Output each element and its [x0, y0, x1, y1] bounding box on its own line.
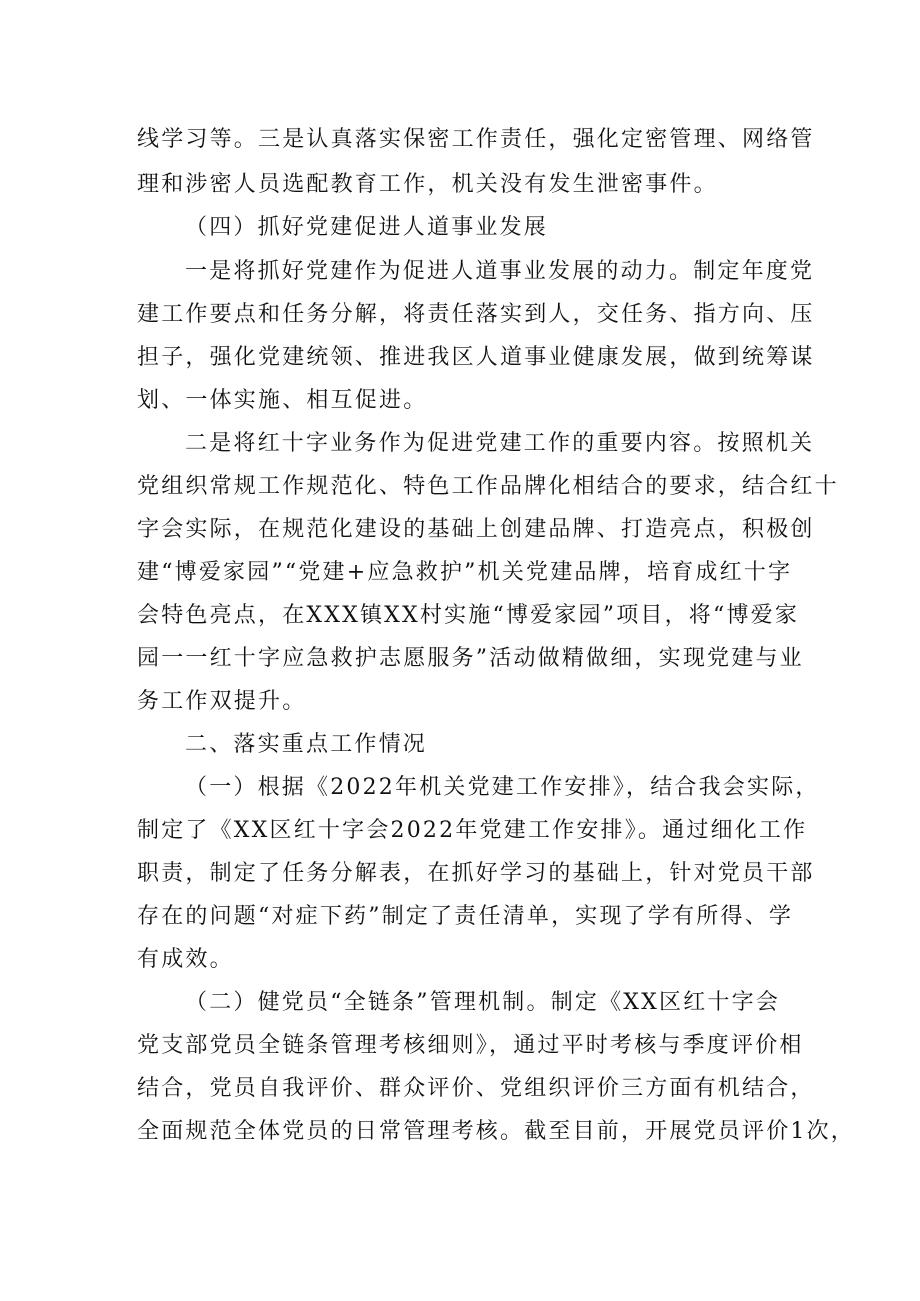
paragraph-line: 制定了《XX区红十字会2022年党建工作安排》。通过细化工作 — [137, 818, 808, 843]
paragraph-line: 职责，制定了任务分解表，在抓好学习的基础上，针对党员干部 — [137, 861, 815, 886]
section-subheading: （四）抓好党建促进人道事业发展 — [185, 215, 549, 240]
paragraph-line: 存在的问题“对症下药”制定了责任清单，实现了学有所得、学 — [137, 904, 794, 929]
paragraph-line: 二是将红十字业务作为促进党建工作的重要内容。按照机关 — [185, 431, 815, 456]
paragraph-line: 划、一体实施、相互促进。 — [137, 388, 428, 413]
paragraph-line: 有成效。 — [137, 947, 234, 972]
paragraph-line: 党支部党员全链条管理考核细则》，通过平时考核与季度评价相 — [137, 1033, 804, 1058]
paragraph-line: 全面规范全体党员的日常管理考核。截至目前，开展党员评价1次， — [137, 1119, 855, 1144]
paragraph-line: 建“博爱家园”“党建+应急救护”机关党建品牌，培育成红十字 — [137, 560, 793, 585]
paragraph-line: （二）健党员“全链条”管理机制。制定《XX区红十字会 — [185, 990, 781, 1015]
paragraph-line: 会特色亮点，在XXX镇XX村实施“博爱家园”项目，将“博爱家 — [137, 603, 800, 628]
paragraph-line: 担子，强化党建统领、推进我区人道事业健康发展，做到统筹谋 — [137, 345, 815, 370]
section-heading: 二、落实重点工作情况 — [185, 732, 428, 757]
paragraph-line: 园一一红十字应急救护志愿服务”活动做精做细，实现党建与业 — [137, 646, 804, 671]
paragraph-line: 一是将抓好党建作为促进人道事业发展的动力。制定年度党 — [185, 259, 815, 284]
paragraph-line: 线学习等。三是认真落实保密工作责任，强化定密管理、网络管 — [137, 127, 815, 152]
paragraph-line: 党组织常规工作规范化、特色工作品牌化相结合的要求，结合红十 — [137, 474, 839, 499]
paragraph-line: 务工作双提升。 — [137, 689, 307, 714]
paragraph-line: 理和涉密人员选配教育工作，机关没有发生泄密事件。 — [137, 172, 718, 197]
paragraph-line: 字会实际，在规范化建设的基础上创建品牌、打造亮点，积极创 — [137, 517, 815, 542]
paragraph-line: 建工作要点和任务分解，将责任落实到人，交任务、指方向、压 — [137, 302, 815, 327]
paragraph-line: 结合，党员自我评价、群众评价、党组织评价三方面有机结合， — [137, 1076, 815, 1101]
paragraph-line: （一）根据《2022年机关党建工作安排》，结合我会实际， — [185, 775, 820, 800]
